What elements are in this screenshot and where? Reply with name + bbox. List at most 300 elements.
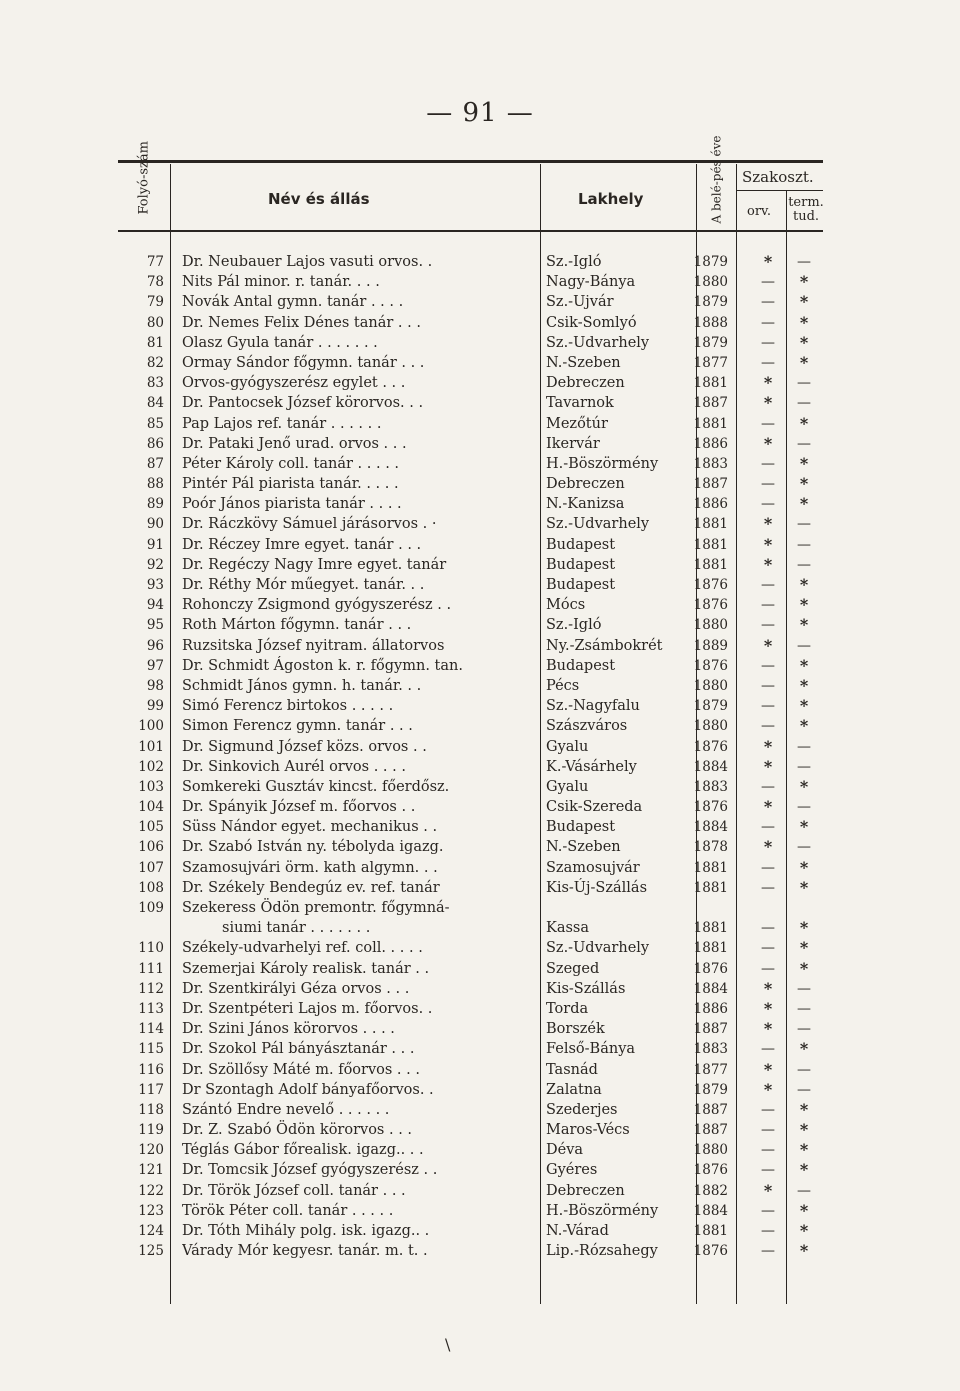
row-number: 123 — [138, 1202, 164, 1219]
row-place: H.-Böszörmény — [546, 455, 659, 472]
row-place: Kis-Szállás — [546, 980, 626, 997]
row-place: Sz.-Igló — [546, 254, 602, 270]
row-orv-mark: * — [763, 837, 773, 857]
row-term-mark: — — [797, 1021, 811, 1038]
row-name — [182, 1080, 522, 1100]
row-term-mark: — — [797, 516, 811, 533]
row-name — [182, 858, 522, 878]
row-number: 117 — [138, 1081, 164, 1098]
row-name — [182, 555, 522, 575]
row-year: 1877 — [693, 354, 728, 371]
row-place: Sz.-Nagyfalu — [546, 698, 640, 715]
row-place: Kis-Új-Szállás — [546, 879, 648, 896]
row-year: 1884 — [693, 980, 728, 997]
row-number: 124 — [138, 1223, 164, 1240]
row-place: Sz.-Ujvár — [546, 294, 614, 311]
row-name — [182, 1160, 522, 1180]
row-place: Sz.-Udvarhely — [546, 334, 650, 351]
row-year: 1886 — [693, 496, 728, 513]
row-term-mark: * — [799, 474, 809, 494]
row-name-line: Dr. Réczey Imre egyet. tanár . . . — [182, 536, 422, 553]
row-number: 104 — [138, 799, 164, 816]
row-number: 118 — [138, 1101, 164, 1118]
row-name-continuation: siumi tanár . . . . . . . — [222, 920, 371, 937]
row-term-mark: * — [799, 615, 809, 635]
row-name-line: Orvos-gyógyszerész egylet . . . — [182, 375, 406, 392]
row-year: 1876 — [693, 577, 728, 593]
row-orv-mark: — — [761, 718, 775, 735]
row-number: 116 — [138, 1061, 164, 1078]
table-row — [118, 434, 823, 454]
row-name — [182, 1181, 522, 1201]
row-place: Gyalu — [546, 738, 589, 755]
row-year: 1887 — [693, 1101, 728, 1118]
row-year: 1876 — [693, 657, 728, 674]
row-number: 90 — [146, 516, 164, 533]
row-orv-mark: — — [761, 294, 775, 311]
row-name-line: Dr. Szini János körorvos . . . . — [182, 1021, 395, 1038]
row-number: 92 — [146, 556, 164, 573]
row-year: 1884 — [693, 1202, 728, 1219]
row-orv-mark: — — [761, 819, 775, 836]
row-name-line: Dr. Schmidt Ágoston k. r. főgymn. tan. — [182, 657, 463, 674]
row-place: Csik-Somlyó — [546, 314, 637, 331]
row-place: Budapest — [546, 556, 616, 573]
row-name — [182, 1120, 522, 1140]
row-place: Kassa — [546, 920, 590, 937]
row-term-mark: — — [797, 839, 811, 856]
row-name — [182, 252, 522, 272]
row-year: 1881 — [693, 415, 728, 432]
table-row — [118, 1181, 823, 1201]
row-name-line: Roth Márton főgymn. tanár . . . — [182, 617, 412, 634]
row-name-line: Rohonczy Zsigmond gyógyszerész . . — [182, 597, 452, 614]
table-row — [118, 1120, 823, 1140]
row-year: 1876 — [693, 799, 728, 816]
row-name — [182, 999, 522, 1019]
row-year: 1877 — [693, 1061, 728, 1078]
row-term-mark: — — [797, 738, 811, 755]
row-name — [182, 979, 522, 999]
row-year: 1883 — [693, 778, 728, 795]
table-row — [118, 837, 823, 857]
row-name-line: Szamosujvári örm. kath algymn. . . — [182, 859, 438, 876]
table-row — [118, 878, 823, 898]
table-row — [118, 333, 823, 353]
row-year: 1879 — [693, 1081, 728, 1098]
row-year: 1884 — [693, 819, 728, 836]
row-name — [182, 636, 522, 656]
row-number: 112 — [138, 980, 164, 997]
row-term-mark: — — [797, 254, 811, 270]
row-name — [182, 817, 522, 837]
row-term-mark: * — [799, 918, 809, 938]
row-year: 1881 — [693, 536, 728, 553]
table-row — [118, 1140, 823, 1160]
row-number: 107 — [138, 859, 164, 876]
header-group-rule — [736, 190, 823, 191]
row-year: 1880 — [693, 718, 728, 735]
row-term-mark: — — [797, 1182, 811, 1199]
row-name — [182, 1140, 522, 1160]
table-row — [118, 696, 823, 716]
row-orv-mark: * — [763, 1059, 773, 1079]
table-row — [118, 514, 823, 534]
row-orv-mark: — — [761, 859, 775, 876]
row-term-mark: * — [799, 716, 809, 736]
row-name-line: Szekeress Ödön premontr. főgymná- — [182, 900, 450, 916]
row-number: 96 — [146, 637, 164, 654]
row-number: 85 — [146, 415, 164, 432]
row-orv-mark: * — [763, 1019, 773, 1039]
row-year: 1886 — [693, 1000, 728, 1017]
row-name-line: Dr. Tóth Mihály polg. isk. igazg.. . — [182, 1223, 430, 1240]
row-year: 1889 — [693, 637, 728, 654]
row-term-mark: * — [799, 776, 809, 796]
row-year: 1881 — [693, 859, 728, 876]
row-orv-mark: — — [761, 698, 775, 715]
row-place: Borszék — [546, 1021, 605, 1038]
row-orv-mark: * — [763, 433, 773, 453]
row-term-mark: — — [797, 395, 811, 412]
row-year: 1876 — [693, 1243, 728, 1260]
table-row — [118, 757, 823, 777]
row-year: 1879 — [693, 294, 728, 311]
row-place: Csik-Szereda — [546, 799, 643, 816]
row-orv-mark: * — [763, 1180, 773, 1200]
row-name — [182, 959, 522, 979]
row-place: Szeged — [546, 960, 600, 977]
row-term-mark: * — [799, 1241, 809, 1261]
table-row — [118, 1201, 823, 1221]
table-row — [118, 636, 823, 656]
row-term-mark: — — [797, 637, 811, 654]
row-orv-mark: * — [763, 252, 773, 271]
row-term-mark: * — [799, 453, 809, 473]
row-orv-mark: — — [761, 1162, 775, 1179]
row-number: 78 — [146, 274, 164, 291]
row-orv-mark: * — [763, 1079, 773, 1099]
table-row — [118, 272, 823, 292]
row-name — [182, 777, 522, 797]
row-name — [182, 313, 522, 333]
row-place: Ny.-Zsámbokrét — [546, 637, 663, 654]
row-place: Tavarnok — [546, 395, 614, 412]
row-name-line: Téglás Gábor főrealisk. igazg.. . . — [182, 1142, 424, 1159]
table-row — [118, 494, 823, 514]
row-orv-mark: — — [761, 657, 775, 674]
row-number: 119 — [138, 1122, 164, 1139]
row-orv-mark: — — [761, 1041, 775, 1058]
row-place: Szászváros — [546, 718, 628, 735]
row-number: 105 — [138, 819, 164, 836]
row-name — [182, 615, 522, 635]
table-row — [118, 454, 823, 474]
row-name — [182, 333, 522, 353]
row-number: 111 — [138, 960, 164, 977]
row-place: Mezőtúr — [546, 415, 608, 432]
row-orv-mark: — — [761, 1101, 775, 1118]
row-name-line: Dr. Z. Szabó Ödön körorvos . . . — [182, 1122, 413, 1139]
row-term-mark: * — [799, 1039, 809, 1059]
row-year: 1880 — [693, 617, 728, 634]
row-number: 77 — [146, 254, 164, 270]
row-year: 1879 — [693, 698, 728, 715]
table-row — [118, 474, 823, 494]
row-name-line: Dr. Sigmund József közs. orvos . . — [182, 738, 427, 755]
row-name-line: Poór János piarista tanár . . . . — [182, 496, 402, 513]
row-name-line: Novák Antal gymn. tanár . . . . — [182, 294, 404, 311]
row-name — [182, 595, 522, 615]
row-name-line: Ruzsitska József nyitram. állatorvos — [182, 637, 445, 654]
footer-mark: \ — [445, 1335, 451, 1354]
row-name — [182, 1221, 522, 1241]
row-place: Gyéres — [546, 1162, 598, 1179]
row-year: 1876 — [693, 1162, 728, 1179]
row-term-mark: * — [799, 1200, 809, 1220]
row-place: N.-Várad — [546, 1223, 609, 1240]
row-number: 94 — [146, 597, 164, 614]
row-name-line: Dr. Szöllősy Máté m. főorvos . . . — [182, 1061, 420, 1078]
row-term-mark: * — [799, 655, 809, 675]
row-orv-mark: — — [761, 354, 775, 371]
row-name — [182, 454, 522, 474]
table-row — [118, 1060, 823, 1080]
row-place: N.-Kanizsa — [546, 496, 625, 513]
page-number: — 91 — — [426, 98, 534, 128]
row-name-line: Török Péter coll. tanár . . . . . — [182, 1202, 394, 1219]
row-orv-mark: — — [761, 455, 775, 472]
row-year: 1883 — [693, 1041, 728, 1058]
table-body — [118, 252, 823, 1261]
row-term-mark: * — [799, 272, 809, 292]
table-row — [118, 898, 823, 938]
row-name-line: Dr. Pantocsek József körorvos. . . — [182, 395, 424, 412]
row-number: 83 — [146, 375, 164, 392]
row-name — [182, 575, 522, 595]
row-name-line: Székely-udvarhelyi ref. coll. . . . . — [182, 940, 423, 957]
row-name-line: Dr. Réthy Mór műegyet. tanár. . . — [182, 577, 425, 593]
row-place: Déva — [546, 1142, 584, 1159]
row-name — [182, 414, 522, 434]
row-orv-mark: * — [763, 635, 773, 655]
row-orv-mark: — — [761, 920, 775, 937]
row-term-mark: * — [799, 1140, 809, 1160]
row-term-mark: * — [799, 575, 809, 594]
table-row — [118, 575, 823, 595]
row-term-mark: — — [797, 556, 811, 573]
row-name-line: Dr. Szokol Pál bányásztanár . . . — [182, 1041, 415, 1058]
row-name — [182, 292, 522, 312]
row-number: 120 — [138, 1142, 164, 1159]
row-number: 108 — [138, 879, 164, 896]
table-row — [118, 999, 823, 1019]
table-row — [118, 393, 823, 413]
row-number: 84 — [146, 395, 164, 412]
row-term-mark: * — [799, 413, 809, 433]
row-year: 1882 — [693, 1182, 728, 1199]
row-name — [182, 737, 522, 757]
row-year: 1887 — [693, 1021, 728, 1038]
row-year: 1881 — [693, 1223, 728, 1240]
row-term-mark: — — [797, 1061, 811, 1078]
row-name — [182, 1039, 522, 1059]
row-name-line: Dr. Nemes Felix Dénes tanár . . . — [182, 314, 421, 331]
row-place: Felső-Bánya — [546, 1041, 636, 1058]
row-name — [182, 1201, 522, 1221]
row-orv-mark: — — [761, 334, 775, 351]
row-number: 100 — [138, 718, 164, 735]
row-term-mark: * — [799, 352, 809, 372]
row-place: Tasnád — [546, 1061, 598, 1078]
row-orv-mark: — — [761, 1202, 775, 1219]
row-year: 1887 — [693, 476, 728, 493]
row-name-line: Schmidt János gymn. h. tanár. . . — [182, 677, 422, 694]
row-place: Budapest — [546, 577, 616, 593]
row-name — [182, 272, 522, 292]
row-place: Sz.-Udvarhely — [546, 940, 650, 957]
row-number: 101 — [138, 738, 164, 755]
row-name-line: Szemerjai Károly realisk. tanár . . — [182, 960, 430, 977]
row-year: 1881 — [693, 375, 728, 392]
row-orv-mark: * — [763, 393, 773, 413]
row-term-mark: * — [799, 817, 809, 837]
row-term-mark: * — [799, 877, 809, 897]
row-number: 125 — [138, 1243, 164, 1260]
row-term-mark: * — [799, 1099, 809, 1119]
row-number: 114 — [138, 1021, 164, 1038]
row-name-line: Dr. Neubauer Lajos vasuti orvos. . — [182, 254, 433, 270]
row-year: 1887 — [693, 1122, 728, 1139]
row-orv-mark: * — [763, 514, 773, 534]
row-orv-mark: * — [763, 736, 773, 756]
row-name — [182, 514, 522, 534]
row-term-mark: * — [799, 292, 809, 312]
row-name — [182, 656, 522, 676]
row-number: 106 — [138, 839, 164, 856]
row-term-mark: — — [797, 799, 811, 816]
table-row — [118, 252, 823, 272]
row-name — [182, 898, 522, 938]
row-year: 1887 — [693, 395, 728, 412]
row-name-line: Dr Szontagh Adolf bányafőorvos. . — [182, 1081, 434, 1098]
row-number: 86 — [146, 435, 164, 452]
row-name — [182, 1060, 522, 1080]
table-row — [118, 373, 823, 393]
row-name — [182, 757, 522, 777]
row-name-line: Dr. Ráczkövy Sámuel járásorvos . · — [182, 516, 437, 533]
row-number: 122 — [138, 1182, 164, 1199]
row-name — [182, 716, 522, 736]
row-term-mark: * — [799, 494, 809, 514]
row-year: 1879 — [693, 334, 728, 351]
row-orv-mark: — — [761, 1223, 775, 1240]
row-number: 121 — [138, 1162, 164, 1179]
row-term-mark: — — [797, 1081, 811, 1098]
row-number: 88 — [146, 476, 164, 493]
row-name-line: Dr. Spányik József m. főorvos . . — [182, 799, 416, 816]
table-row — [118, 535, 823, 555]
row-year: 1876 — [693, 738, 728, 755]
row-year: 1876 — [693, 597, 728, 614]
row-place: Szederjes — [546, 1101, 618, 1118]
row-year: 1881 — [693, 920, 728, 937]
row-place: Gyalu — [546, 778, 589, 795]
row-orv-mark: * — [763, 756, 773, 776]
row-orv-mark: * — [763, 978, 773, 998]
row-number: 79 — [146, 294, 164, 311]
row-orv-mark: — — [761, 1122, 775, 1139]
table-row — [118, 959, 823, 979]
row-place: Debreczen — [546, 476, 625, 493]
table-row — [118, 676, 823, 696]
row-name-line: Ormay Sándor főgymn. tanár . . . — [182, 354, 425, 371]
row-year: 1880 — [693, 677, 728, 694]
header-col-term: term. tud. — [788, 195, 824, 224]
row-number: 99 — [146, 698, 164, 715]
row-orv-mark: — — [761, 617, 775, 634]
row-orv-mark: * — [763, 554, 773, 574]
row-year: 1880 — [693, 274, 728, 291]
row-term-mark: * — [799, 312, 809, 332]
table-row — [118, 656, 823, 676]
row-place: Lip.-Rózsahegy — [546, 1243, 658, 1260]
table-row — [118, 353, 823, 373]
row-name-line: Dr. Regéczy Nagy Imre egyet. tanár — [182, 556, 447, 573]
row-name — [182, 474, 522, 494]
row-year: 1876 — [693, 960, 728, 977]
row-orv-mark: * — [763, 998, 773, 1018]
table-row — [118, 1039, 823, 1059]
row-orv-mark: — — [761, 960, 775, 977]
row-orv-mark: * — [763, 797, 773, 817]
row-place: Torda — [546, 1000, 589, 1017]
row-year: 1881 — [693, 556, 728, 573]
row-number: 110 — [138, 940, 164, 957]
row-name-line: Dr. Török József coll. tanár . . . — [182, 1182, 406, 1199]
table-row — [118, 737, 823, 757]
row-name — [182, 878, 522, 898]
row-name-line: Péter Károly coll. tanár . . . . . — [182, 455, 400, 472]
row-name — [182, 373, 522, 393]
row-name — [182, 797, 522, 817]
row-name-line: Somkereki Gusztáv kincst. főerdősz. — [182, 778, 450, 795]
row-place: Pécs — [546, 677, 580, 694]
row-number: 82 — [146, 354, 164, 371]
row-year: 1886 — [693, 435, 728, 452]
row-name — [182, 676, 522, 696]
row-place: Zalatna — [546, 1081, 602, 1098]
row-term-mark: — — [797, 536, 811, 553]
row-term-mark: — — [797, 435, 811, 452]
header-col-place: Lakhely — [578, 190, 644, 208]
row-name-line: Várady Mór kegyesr. tanár. m. t. . — [182, 1243, 428, 1260]
row-orv-mark: — — [761, 778, 775, 795]
row-year: 1880 — [693, 1142, 728, 1159]
row-name — [182, 1019, 522, 1039]
table-row — [118, 1160, 823, 1180]
row-place: Debreczen — [546, 1182, 625, 1199]
row-name-line: Pap Lajos ref. tanár . . . . . . — [182, 415, 382, 432]
row-number: 93 — [146, 577, 164, 593]
row-term-mark: * — [799, 938, 809, 958]
row-place: Sz.-Igló — [546, 617, 602, 634]
row-place: Budapest — [546, 536, 616, 553]
row-place: Mócs — [546, 597, 586, 614]
row-year: 1879 — [693, 254, 728, 270]
table-row — [118, 1019, 823, 1039]
row-number: 98 — [146, 677, 164, 694]
